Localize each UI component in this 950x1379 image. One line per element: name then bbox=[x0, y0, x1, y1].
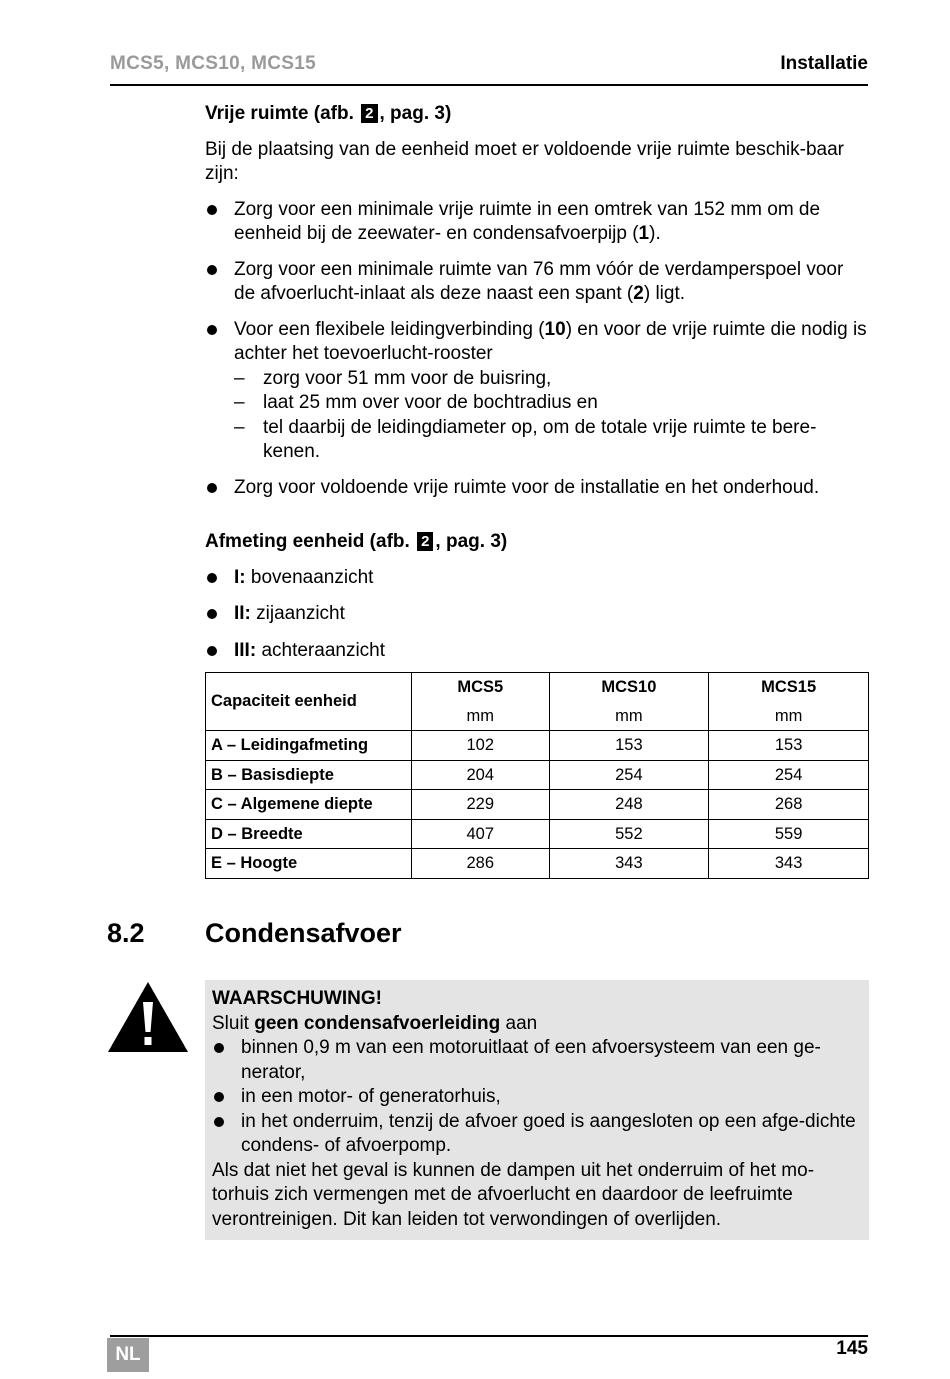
table-row bbox=[206, 731, 869, 761]
list-item: II: zijaanzicht bbox=[205, 602, 869, 627]
table-header-cell: MCS10 bbox=[549, 673, 709, 702]
free-space-list bbox=[205, 198, 869, 501]
list-item: binnen 0,9 m van een motoruitlaat of een afvoersysteem van een ge-nerator, bbox=[212, 1036, 861, 1085]
table-row-label: D – Breedte bbox=[206, 819, 412, 849]
header-rule bbox=[110, 84, 868, 86]
dimensions-table bbox=[205, 672, 869, 879]
bullet-icon bbox=[207, 483, 217, 493]
dash-list bbox=[234, 367, 869, 465]
table-cell: 268 bbox=[709, 790, 869, 820]
page-number: 145 bbox=[836, 1338, 868, 1359]
table-cell: 343 bbox=[709, 849, 869, 879]
list-item: Zorg voor voldoende vrije ruimte voor de installatie en het onderhoud. bbox=[205, 476, 869, 501]
table-unit-cell: mm bbox=[412, 702, 550, 731]
warning-lead: Sluit geen condensafvoerleiding aan bbox=[212, 1012, 538, 1034]
bullet-icon bbox=[207, 325, 217, 335]
list-item: I: bovenaanzicht bbox=[205, 566, 869, 591]
warning-triangle-icon bbox=[106, 980, 190, 1054]
bullet-icon bbox=[214, 1043, 224, 1053]
table-cell: 552 bbox=[549, 819, 709, 849]
table-corner-cell: Capaciteit eenheid bbox=[206, 673, 412, 731]
warning-list bbox=[212, 1036, 861, 1159]
table-row-label: C – Algemene diepte bbox=[206, 790, 412, 820]
table-header-row bbox=[206, 673, 869, 702]
warning-title: WAARSCHUWING! bbox=[212, 988, 382, 1009]
list-item: Zorg voor een minimale vrije ruimte in een omtrek van 152 mm om de eenheid bij de zeewater- en condensafvoerpijp (1). bbox=[205, 198, 869, 247]
table-cell: 254 bbox=[709, 760, 869, 790]
list-item: Zorg voor een minimale ruimte van 76 mm vóór de verdamperspoel voor de afvoerlucht-inlaat als deze naast een spant (2) ligt. bbox=[205, 258, 869, 307]
list-item: III: achteraanzicht bbox=[205, 639, 869, 664]
dash-item: – zorg voor 51 mm voor de buisring, bbox=[234, 367, 552, 389]
table-cell: 254 bbox=[549, 760, 709, 790]
bullet-icon bbox=[207, 609, 217, 619]
table-row bbox=[206, 760, 869, 790]
table-cell: 153 bbox=[709, 731, 869, 761]
views-list bbox=[205, 566, 869, 664]
language-badge: NL bbox=[107, 1338, 149, 1372]
table-row bbox=[206, 849, 869, 879]
table-row-label: E – Hoogte bbox=[206, 849, 412, 879]
bullet-icon bbox=[214, 1117, 224, 1127]
bullet-icon bbox=[207, 205, 217, 215]
list-item: in het onderruim, tenzij de afvoer goed is aangesloten op een afge-dichte condens- of afvoerpomp. bbox=[212, 1110, 861, 1159]
warning-closing: Als dat niet het geval is kunnen de dampen uit het onderruim of het mo-torhuis zich vermengen met de afvoerlucht en daardoor de leefruimte verontreinigen. Dit kan leiden tot verwondingen of overlijden. bbox=[212, 1159, 815, 1230]
table-cell: 229 bbox=[412, 790, 550, 820]
table-cell: 102 bbox=[412, 731, 550, 761]
bullet-icon bbox=[207, 646, 217, 656]
section-title: Condensafvoer bbox=[205, 918, 402, 948]
list-item: Voor een flexibele leidingverbinding (10) en voor de vrije ruimte die nodig is achter het toevoerlucht-rooster – zorg voor 51 mm voor de buisring, – laat 25 mm over voor de bochtradius en – tel daarbij de leidingdiameter op, om de totale vrije ruimte te bere-kenen. bbox=[205, 318, 869, 465]
list-item: in een motor- of generatorhuis, bbox=[212, 1085, 861, 1110]
table-cell: 407 bbox=[412, 819, 550, 849]
table-unit-cell: mm bbox=[549, 702, 709, 731]
dash-item: – tel daarbij de leidingdiameter op, om de totale vrije ruimte te bere-kenen. bbox=[234, 416, 817, 462]
dimensions-heading: Afmeting eenheid (afb. 2 , pag. 3) bbox=[205, 531, 508, 552]
table-cell: 286 bbox=[412, 849, 550, 879]
table-unit-cell: mm bbox=[709, 702, 869, 731]
table-cell: 343 bbox=[549, 849, 709, 879]
table-row bbox=[206, 790, 869, 820]
footer-rule bbox=[110, 1335, 868, 1337]
section-number: 8.2 bbox=[107, 918, 145, 948]
dash-item: – laat 25 mm over voor de bochtradius en bbox=[234, 392, 598, 413]
bullet-icon bbox=[214, 1092, 224, 1102]
table-cell: 559 bbox=[709, 819, 869, 849]
warning-box bbox=[205, 980, 869, 1240]
table-row-label: A – Leidingafmeting bbox=[206, 731, 412, 761]
main-content bbox=[205, 100, 869, 879]
header-models: MCS5, MCS10, MCS15 bbox=[110, 53, 317, 74]
bullet-icon bbox=[207, 573, 217, 583]
table-cell: 204 bbox=[412, 760, 550, 790]
table-header-cell: MCS5 bbox=[412, 673, 550, 702]
table-row bbox=[206, 819, 869, 849]
table-cell: 153 bbox=[549, 731, 709, 761]
figure-badge: 2 bbox=[361, 104, 377, 123]
free-space-intro: Bij de plaatsing van de eenheid moet er voldoende vrije ruimte beschik-baar zijn: bbox=[205, 138, 844, 184]
table-row-label: B – Basisdiepte bbox=[206, 760, 412, 790]
header-section: Installatie bbox=[780, 53, 868, 74]
table-cell: 248 bbox=[549, 790, 709, 820]
figure-badge: 2 bbox=[417, 532, 433, 551]
table-header-cell: MCS15 bbox=[709, 673, 869, 702]
free-space-heading: Vrije ruimte (afb. 2 , pag. 3) bbox=[205, 103, 452, 124]
bullet-icon bbox=[207, 265, 217, 275]
